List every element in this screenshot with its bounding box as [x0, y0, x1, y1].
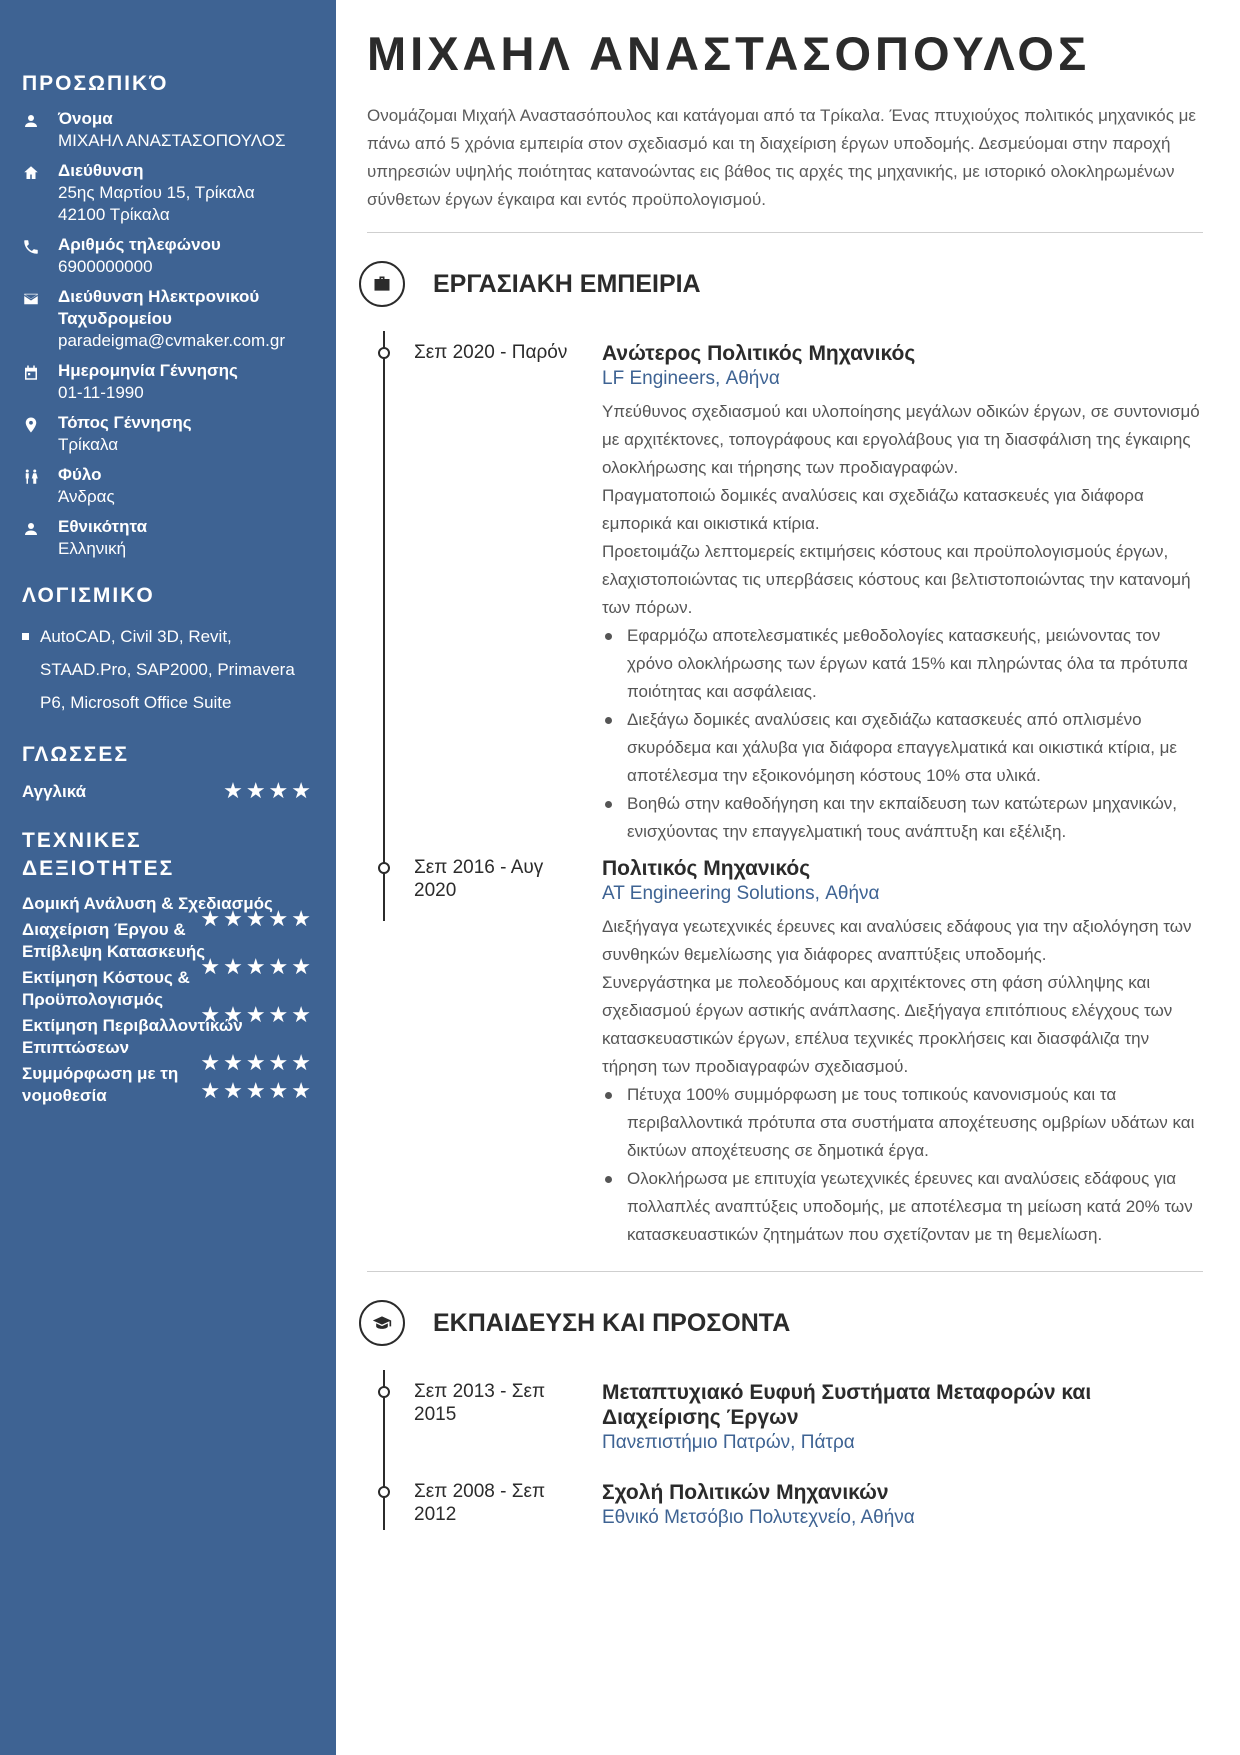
pi-value: ΜΙΧΑΗΛ ΑΝΑΣΤΑΣΟΠΟΥΛΟΣ — [58, 131, 286, 150]
entry-bullet: Πέτυχα 100% συμμόρφωση με τους τοπικούς κανονισμούς και τα περιβαλλοντικά πρότυπα στα συστήματα αποχέτευσης ομβρίων υδάτων και δικτύων αποχέτευσης σε δημοτικά έργα. — [602, 1081, 1203, 1165]
entry-bullet: Ολοκλήρωσα με επιτυχία γεωτεχνικές έρευνες και αναλύσεις εδάφους για πολλαπλές αναπτύξεις υποδομής, με αποτέλεσμα τη μείωση κατά 20% των κατασκευαστικών ζητημάτων που σχετίζονταν με τη θεμελίωση. — [602, 1165, 1203, 1249]
star-rating-icon: ★★★★★ — [200, 906, 314, 931]
entry-title: Πολιτικός Μηχανικός — [602, 857, 811, 880]
pi-label: Τόπος Γέννησης — [58, 413, 192, 432]
skill-name: Συμμόρφωση με τη νομοθεσία — [22, 1064, 179, 1105]
pi-label: Όνομα — [58, 109, 113, 128]
pi-label: Εθνικότητα — [58, 517, 148, 536]
experience-entry — [367, 856, 1203, 1249]
pi-label: Ημερομηνία Γέννησης — [58, 361, 238, 380]
entry-date: Σεπ 2008 - Σεπ 2012 — [414, 1481, 546, 1525]
entry-org: Εθνικό Μετσόβιο Πολυτεχνείο, Αθήνα — [602, 1507, 915, 1528]
briefcase-icon — [359, 261, 405, 307]
entry-description — [602, 398, 1203, 846]
entry-date: Σεπ 2016 - Αυγ 2020 — [414, 857, 544, 901]
entry-description — [602, 913, 1203, 1249]
personal-item-birthdate — [22, 360, 314, 404]
divider — [367, 232, 1203, 233]
pi-label: Φύλο — [58, 465, 102, 484]
experience-section-header — [367, 261, 1203, 313]
calendar-icon — [22, 364, 40, 382]
timeline-dot-icon — [378, 1386, 390, 1398]
location-pin-icon — [22, 416, 40, 434]
education-section-header — [367, 1300, 1203, 1352]
skill-name: Διαχείριση Έργου & Επίβλεψη Κατασκευής — [22, 920, 206, 961]
entry-body — [602, 1380, 1203, 1454]
entry-bullets — [602, 622, 1203, 846]
entry-paragraph: Διεξήγαγα γεωτεχνικές έρευνες και αναλύσεις εδάφους για την αξιολόγηση των συνθηκών θεμελίωσης για διάφορες αναπτύξεις υποδομής. — [602, 917, 1192, 964]
education-entry — [367, 1480, 1203, 1529]
entry-paragraph: Υπεύθυνος σχεδιασμού και υλοποίησης μεγάλων οδικών έργων, σε συντονισμό με αρχιτέκτονες, τοπογράφους και εργολάβους για τη διασφάλιση της έγκαιρης ολοκλήρωσης και τήρησης των προδιαγραφών. — [602, 402, 1200, 477]
pi-label: Διεύθυνση — [58, 161, 144, 180]
entry-body — [602, 856, 1203, 1249]
candidate-name: ΜΙΧΑΗΛ ΑΝΑΣΤΑΣΟΠΟΥΛΟΣ — [367, 27, 1091, 80]
software-heading: ΛΟΓΙΣΜΙΚΟ — [22, 584, 155, 607]
phone-icon — [22, 238, 40, 256]
pi-label: Διεύθυνση Ηλεκτρονικού Ταχυδρομείου — [58, 287, 260, 328]
experience-heading: ΕΡΓΑΣΙΑΚΗ ΕΜΠΕΙΡΙΑ — [433, 270, 701, 298]
entry-bullet: Διεξάγω δομικές αναλύσεις και σχεδιάζω κατασκευές από οπλισμένο σκυρόδεμα και χάλυβα για διάφορα επαγγελματικά και οικιστικά κτίρια, με αποτέλεσμα την εξοικονόμηση κόστους 10% στα υλικά. — [602, 706, 1203, 790]
pi-value: Άνδρας — [58, 487, 115, 506]
star-rating-icon: ★★★★★ — [200, 1002, 314, 1027]
star-rating-icon: ★★★★★ — [200, 1050, 314, 1075]
entry-title: Ανώτερος Πολιτικός Μηχανικός — [602, 342, 916, 365]
entry-paragraph: Πραγματοποιώ δομικές αναλύσεις και σχεδιάζω κατασκευές για διάφορα εμπορικά και οικιστικά κτίρια. — [602, 486, 1144, 533]
entry-org: Πανεπιστήμιο Πατρών, Πάτρα — [602, 1432, 855, 1453]
skill-name: Δομική Ανάλυση & Σχεδιασμός — [22, 894, 273, 913]
languages-heading: ΓΛΩΣΣΕΣ — [22, 743, 129, 766]
main-content — [367, 0, 1203, 1529]
home-icon — [22, 164, 40, 182]
personal-item-gender — [22, 464, 314, 508]
skills-heading: ΤΕΧΝΙΚΕΣ ΔΕΞΙΟΤΗΤΕΣ — [22, 829, 175, 880]
person-icon — [22, 520, 40, 538]
pi-value: 6900000000 — [58, 257, 153, 276]
entry-title: Μεταπτυχιακό Ευφυή Συστήματα Μεταφορών και Διαχείρισης Έργων — [602, 1381, 1092, 1429]
education-entry — [367, 1380, 1203, 1454]
education-list — [367, 1380, 1203, 1529]
personal-heading: ΠΡΟΣΩΠΙΚΌ — [22, 72, 169, 95]
entry-org: AT Engineering Solutions, Αθήνα — [602, 883, 880, 904]
entry-bullet: Βοηθώ στην καθοδήγηση και την εκπαίδευση των κατώτερων μηχανικών, ενισχύοντας την επαγγελματική τους ανάπτυξη και εξέλιξη. — [602, 790, 1203, 846]
pi-label: Αριθμός τηλεφώνου — [58, 235, 221, 254]
pi-value: Τρίκαλα — [58, 435, 119, 454]
entry-paragraph: Προετοιμάζω λεπτομερείς εκτιμήσεις κόστους και προϋπολογισμούς έργων, ελαχιστοποιώντας τις υπερβάσεις κόστους και βελτιστοποιώντας την κατανομή των πόρων. — [602, 542, 1191, 617]
entry-bullets — [602, 1081, 1203, 1249]
person-icon — [22, 112, 40, 130]
personal-item-name — [22, 108, 314, 152]
entry-body — [602, 341, 1203, 846]
star-rating-icon: ★★★★★ — [200, 954, 314, 979]
star-rating-icon: ★★★★ — [223, 778, 314, 803]
gender-icon — [22, 468, 40, 486]
software-item — [22, 620, 314, 719]
language-row — [22, 779, 314, 805]
pi-value: 25ης Μαρτίου 15, Τρίκαλα 42100 Τρίκαλα — [58, 183, 255, 224]
entry-paragraph: Συνεργάστηκα με πολεοδόμους και αρχιτέκτονες στη φάση σύλληψης και σχεδιασμού έργων αστικής ανάπλασης. Διεξήγαγα επιτόπιους ελέγχους των κατασκευαστικών έργων, επέλυα τεχνικές προκλήσεις και διασφάλιζα την τήρηση των προδιαγραφών σχεδιασμού. — [602, 973, 1173, 1076]
entry-bullet: Εφαρμόζω αποτελεσματικές μεθοδολογίες κατασκευής, μειώνοντας τον χρόνο ολοκλήρωσης των έργων κατά 15% και πληρώντας όλα τα πρότυπα ποιότητας και ασφάλειας. — [602, 622, 1203, 706]
personal-item-birthplace — [22, 412, 314, 456]
star-rating-icon: ★★★★★ — [200, 1078, 314, 1103]
sidebar — [0, 0, 336, 1755]
software-text: AutoCAD, Civil 3D, Revit, STAAD.Pro, SAP2000, Primavera P6, Microsoft Office Suite — [40, 627, 295, 712]
personal-item-phone — [22, 234, 314, 278]
timeline-dot-icon — [378, 347, 390, 359]
pi-value: 01-11-1990 — [58, 383, 144, 402]
experience-list — [367, 341, 1203, 1249]
experience-entry — [367, 341, 1203, 846]
personal-item-email — [22, 286, 314, 352]
graduation-cap-icon — [359, 1300, 405, 1346]
summary: Ονομάζομαι Μιχαήλ Αναστασόπουλος και κατάγομαι από τα Τρίκαλα. Ένας πτυχιούχος πολιτικός μηχανικός με πάνω από 5 χρόνια εμπειρία στον σχεδιασμό και τη διαχείριση έργων υποδομής. Δεσμεύομαι στην παροχή υπηρεσιών υψηλής ποιότητας κατανοώντας εις βάθος τις αρχές της μηχανικής, με ιστορικό ολοκληρωμένων σύνθετων έργων έγκαιρα και εντός προϋπολογισμού. — [367, 106, 1196, 209]
square-bullet-icon — [22, 633, 29, 640]
language-name: Αγγλικά — [22, 782, 87, 801]
entry-org: LF Engineers, Αθήνα — [602, 368, 780, 389]
entry-body — [602, 1480, 1203, 1529]
divider — [367, 1271, 1203, 1272]
personal-item-address — [22, 160, 314, 226]
entry-title: Σχολή Πολιτικών Μηχανικών — [602, 1481, 889, 1504]
personal-item-nationality — [22, 516, 314, 560]
skill-name: Εκτίμηση Περιβαλλοντικών Επιπτώσεων — [22, 1016, 243, 1057]
timeline-dot-icon — [378, 1486, 390, 1498]
skill-row — [22, 1050, 314, 1107]
entry-date: Σεπ 2013 - Σεπ 2015 — [414, 1381, 546, 1425]
entry-date: Σεπ 2020 - Παρόν — [414, 342, 568, 363]
timeline-dot-icon — [378, 862, 390, 874]
pi-value: paradeigma@cvmaker.com.gr — [58, 331, 286, 350]
education-heading: ΕΚΠΑΙΔΕΥΣΗ ΚΑΙ ΠΡΟΣΟΝΤΑ — [433, 1309, 791, 1337]
pi-value: Ελληνική — [58, 539, 127, 558]
skill-name: Εκτίμηση Κόστους & Προϋπολογισμός — [22, 968, 190, 1009]
email-icon — [22, 290, 40, 308]
